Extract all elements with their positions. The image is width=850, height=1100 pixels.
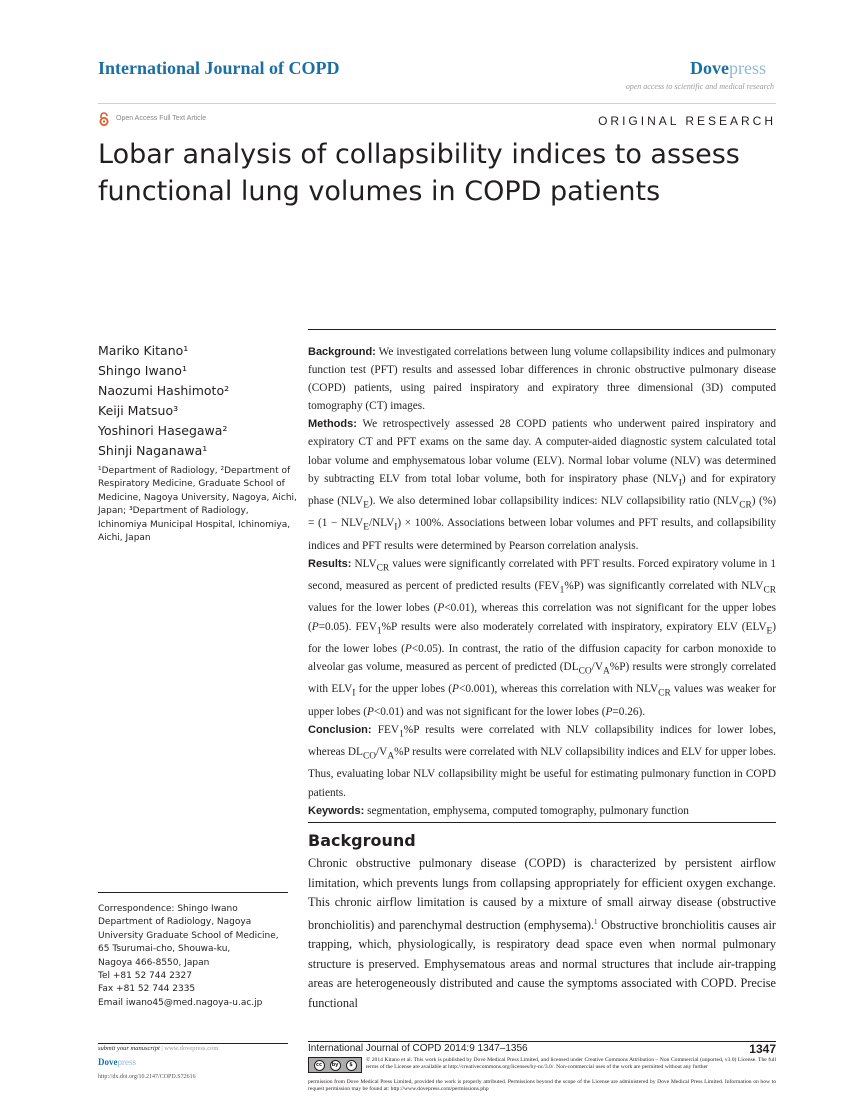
creative-commons-badge[interactable] [308, 1057, 362, 1073]
correspondence-fax: Fax +81 52 744 2335 [98, 984, 196, 995]
keywords-label: Keywords: [308, 804, 365, 817]
submit-manuscript-link[interactable]: submit your manuscript | www.dovepress.com [98, 1045, 219, 1052]
abstract-results-label: Results: [308, 557, 352, 570]
article-title: Lobar analysis of collapsibility indices to assess functional lung volumes in COPD patients [98, 139, 740, 207]
correspondence-phone: Tel +81 52 744 2327 [98, 971, 192, 982]
abstract-methods: Methods: We retrospectively assessed 28 COPD patients who underwent paired inspiratory and expiratory CT and PFT exams on the same day. A computer-aided diagnostic system calculated total lobar volume and emphysematous lobar volume (ELV). Normal lobar volume (NLV) was determined by subtracting ELV from total lobar volume, both for inspiratory phase $(NLV_I)$ and for expiratory phase $(NLV_E)$. We also determined lobar collapsibility indices: NLV collapsibility ratio $(NLV_{CR})$ (%) = $(1 - NLV_E/NLV_I) \times 100\%$. Associations between lobar volumes and PFT results, and collapsibility indices and PFT results were determined by Pearson correlation analysis. [308, 418, 776, 552]
abstract-keywords: Keywords: segmentation, emphysema, computed tomography, pulmonary function [308, 804, 689, 817]
abstract-methods-label: Methods: [308, 418, 357, 431]
abstract-background: Background: We investigated correlations between lung volume collapsibility indices and pulmonary function test (PFT) results and assessed lobar differences in chronic obstructive pulmonary disease (COPD) patients, using paired inspiratory and expiratory three dimensional (3D) computed tomography (CT) images. [308, 346, 776, 413]
license-text-continued: permission from Dove Medical Press Limited, provided the work is properly attributed. Permissions beyond the scope of the License are administered by Dove Medical Press Limited. Information on how to request permission may be found at: http://www.dovepress.com/permissions.php [308, 1079, 776, 1093]
author-name: Mariko Kitano¹ [98, 343, 189, 358]
open-access-label: Open Access Full Text Article [116, 115, 207, 122]
abstract [308, 343, 776, 820]
abstract-conclusion: Conclusion: $FEV_1\%P$ results were correlated with NLV collapsibility indices for lower lobes, whereas $DL_{CO}/V_A\%P$ results were correlated with NLV collapsibility indices and ELV for upper lobes. Thus, evaluating lobar NLV collapsibility might be useful for estimating pulmonary function in COPD patients. [308, 723, 777, 799]
footer-left-divider [98, 1043, 288, 1044]
correspondence-divider [98, 892, 288, 893]
correspondence-line: Department of Radiology, Nagoya [98, 917, 252, 928]
abstract-bottom-divider [308, 822, 776, 823]
cc-icon: cc [314, 1060, 325, 1071]
correspondence-block [98, 903, 298, 1010]
background-paragraph: Chronic obstructive pulmonary disease (COPD) is characterized by persistent airflow limitation, which prevents lungs from collapsing appropriately for efficient oxygen exchange. This chronic airflow limitation is caused by a mixture of small airway disease (obstructive bronchiolitis) and parenchymal destruction (emphysema).$^1$ Obstructive bronchiolitis causes air trapping, which, physiologically, is respiratory dead space even when normal pulmonary structure is preserved. Emphysematous areas and normal structures that include air-trapping areas are heterogeneously distributed and cause the symptoms associated with COPD. Precise functional [308, 856, 776, 1010]
reference-marker[interactable]: 1 [594, 917, 598, 926]
open-access-icon [98, 112, 110, 126]
publisher-logo [690, 58, 766, 79]
correspondence-line: Correspondence: Shingo Iwano [98, 904, 238, 914]
publisher-logo-light: press [729, 58, 766, 78]
journal-title: International Journal of COPD [98, 58, 340, 78]
abstract-conclusion-label: Conclusion: [308, 723, 372, 736]
author-name: Naozumi Hashimoto² [98, 383, 230, 398]
article-type: ORIGINAL RESEARCH [598, 114, 776, 128]
cc-noncommercial-icon: $ [346, 1060, 357, 1071]
author-list [98, 341, 298, 461]
page-number: 1347 [749, 1042, 776, 1056]
abstract-background-label: Background: [308, 346, 376, 358]
header-divider [98, 103, 776, 104]
author-name: Shinji Naganawa¹ [98, 443, 208, 458]
correspondence-line: University Graduate School of Medicine, [98, 930, 279, 941]
cc-by-icon: by [330, 1060, 341, 1071]
correspondence-email[interactable]: Email iwano45@med.nagoya-u.ac.jp [98, 997, 263, 1008]
affiliations: ¹Department of Radiology, ²Department of Respiratory Medicine, Graduate School of Medicine, Nagoya University, Nagoya, Aichi, Japan; ³Department of Radiology, Ichinomiya Municipal Hospital, Ichinomiya, Aichi, Japan [98, 466, 297, 544]
author-name: Shingo Iwano¹ [98, 363, 187, 378]
journal-citation: International Journal of COPD 2014:9 1347–1356 [308, 1043, 528, 1054]
correspondence-line: 65 Tsurumai-cho, Shouwa-ku, [98, 944, 231, 955]
section-heading-background: Background [308, 831, 416, 850]
doi-link[interactable]: http://dx.doi.org/10.2147/COPD.S72616 [98, 1074, 196, 1080]
author-name: Yoshinori Hasegawa² [98, 423, 228, 438]
abstract-top-divider [308, 329, 776, 330]
author-name: Keiji Matsuo³ [98, 403, 179, 418]
footer-publisher-logo: Dovepress [98, 1057, 136, 1067]
publisher-tagline: open access to scientific and medical research [625, 82, 774, 91]
license-text: © 2014 Kitano et al. This work is published by Dove Medical Press Limited, and licensed under Creative Commons Attribution – Non Commercial (unported, v3.0) License. The full terms of the License are available at http://creativecommons.org/licenses/by-nc/3.0/. Non-commercial uses of the work are permitted without any further [366, 1057, 776, 1071]
correspondence-line: Nagoya 466-8550, Japan [98, 957, 210, 968]
abstract-results: Results: $NLV_{CR}$ values were significantly correlated with PFT results. Forced expiratory volume in 1 second, measured as percent of predicted results $(FEV_1\%P)$ was significantly correlated with $NLV_{CR}$ values for the lower lobes (P<0.01), whereas this correlation was not significant for the upper lobes (P=0.05). $FEV_1\%P$ results were also moderately correlated with inspiratory, expiratory ELV $(ELV_E)$ for the lower lobes (P<0.05). In contrast, the ratio of the diffusion capacity for carbon monoxide to alveolar gas volume, measured as percent of predicted $(DL_{CO}/V_A\%P)$ results were strongly correlated with $ELV_I$ for the upper lobes (P<0.001), whereas this correlation with $NLV_{CR}$ values was weaker for upper lobes (P<0.01) and was not significant for the lower lobes (P=0.26). [308, 557, 777, 718]
publisher-logo-bold: Dove [690, 58, 729, 78]
